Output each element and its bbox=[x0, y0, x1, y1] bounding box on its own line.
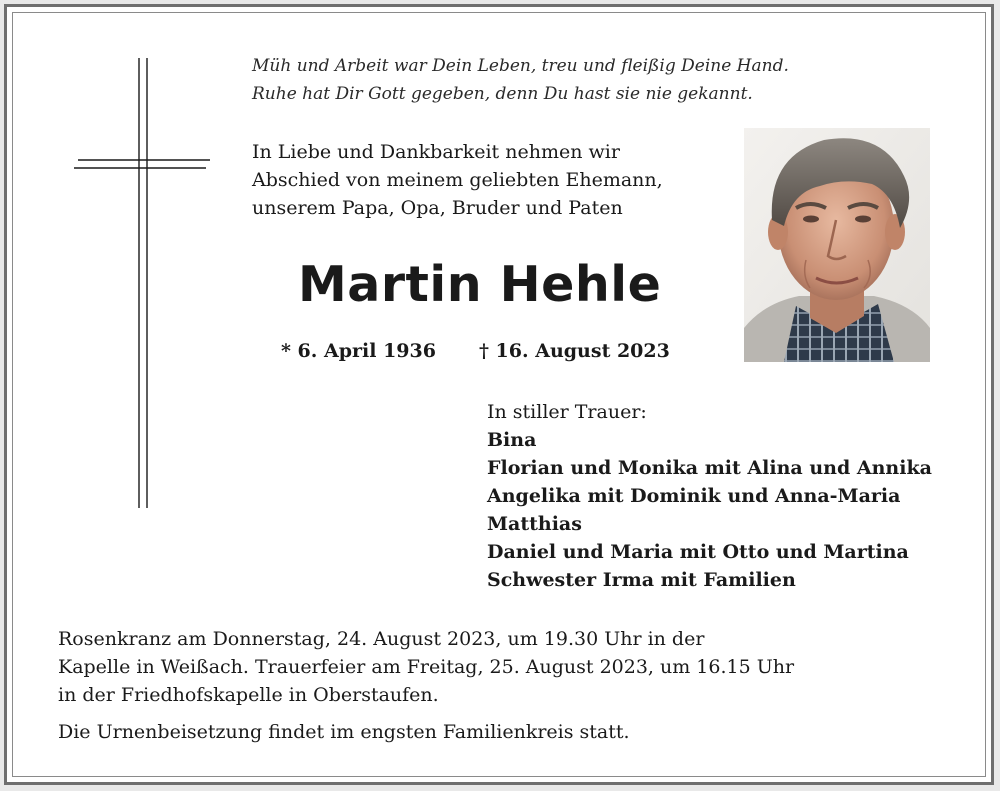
verse-line: Ruhe hat Dir Gott gegeben, denn Du hast sie nie gekannt. bbox=[252, 84, 753, 104]
service-line: Kapelle in Weißach. Trauerfeier am Freitag, 25. August 2023, um 16.15 Uhr bbox=[58, 656, 795, 678]
mourner-entry: Daniel und Maria mit Otto und Martina bbox=[487, 541, 909, 563]
verse-line: Müh und Arbeit war Dein Leben, treu und fleißig Deine Hand. bbox=[252, 56, 789, 76]
intro-text bbox=[252, 138, 732, 222]
intro-line: Abschied von meinem geliebten Ehemann, bbox=[252, 169, 663, 191]
verse bbox=[252, 52, 872, 108]
death-date: † 16. August 2023 bbox=[479, 340, 670, 362]
mourner-entry: Schwester Irma mit Familien bbox=[487, 569, 796, 591]
deceased-name: Martin Hehle bbox=[298, 256, 662, 313]
mourner-entry: Matthias bbox=[487, 513, 582, 535]
portrait-photo bbox=[744, 128, 930, 362]
birth-date: * 6. April 1936 bbox=[281, 340, 436, 362]
mourner-entry: Angelika mit Dominik und Anna-Maria bbox=[487, 485, 901, 507]
mourners-list bbox=[487, 398, 967, 594]
service-line: Rosenkranz am Donnerstag, 24. August 2023, um 19.30 Uhr in der bbox=[58, 628, 705, 650]
urn-burial-note: Die Urnenbeisetzung findet im engsten Familienkreis statt. bbox=[58, 721, 630, 743]
mourner-entry: Florian und Monika mit Alina und Annika bbox=[487, 457, 932, 479]
service-line: in der Friedhofskapelle in Oberstaufen. bbox=[58, 684, 439, 706]
mourner-entry: Bina bbox=[487, 429, 537, 451]
intro-line: unserem Papa, Opa, Bruder und Paten bbox=[252, 197, 623, 219]
service-details bbox=[58, 625, 958, 709]
mourners-lead: In stiller Trauer: bbox=[487, 401, 647, 423]
intro-line: In Liebe und Dankbarkeit nehmen wir bbox=[252, 141, 620, 163]
